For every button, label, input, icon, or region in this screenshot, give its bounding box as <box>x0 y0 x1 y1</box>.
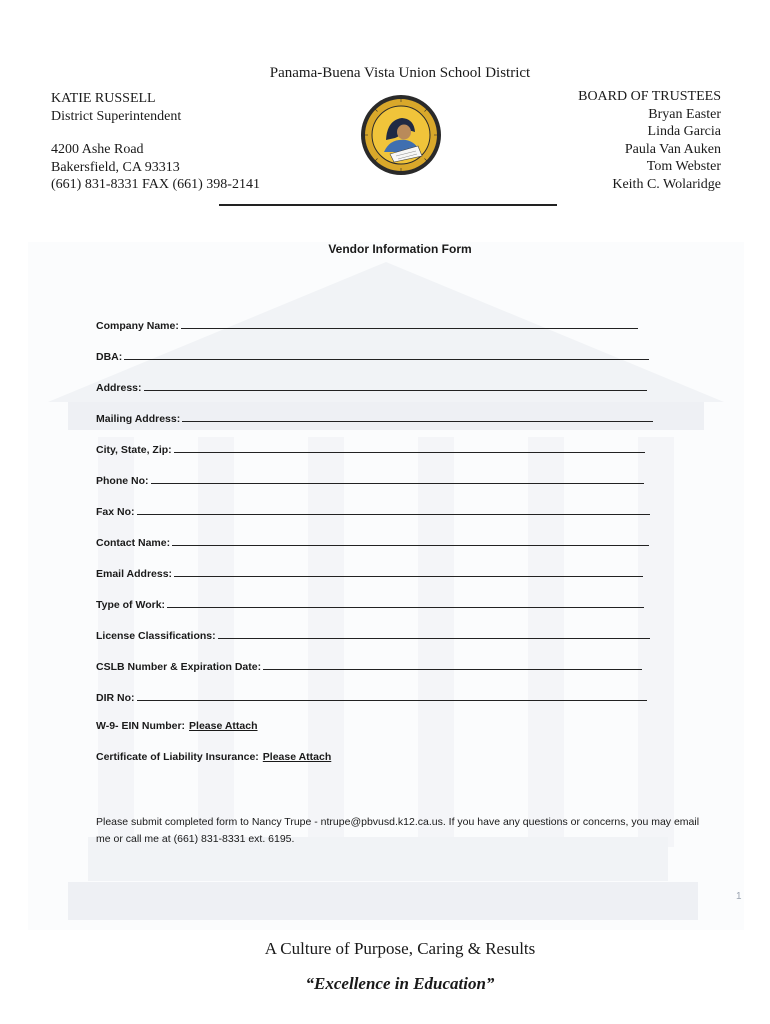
input-line[interactable] <box>263 658 642 670</box>
phone-fax: (661) 831-8331 FAX (661) 398-2141 <box>51 177 260 192</box>
input-line[interactable] <box>172 534 649 546</box>
address-field[interactable] <box>96 379 647 394</box>
board-member: Paula Van Auken <box>624 141 721 157</box>
input-line[interactable] <box>144 379 647 391</box>
attach-note: Please Attach <box>189 720 258 732</box>
email-address-field[interactable] <box>96 565 643 580</box>
field-label: City, State, Zip: <box>96 444 172 456</box>
input-line[interactable] <box>137 689 647 701</box>
license-classifications-field[interactable] <box>96 627 650 642</box>
board-member: Keith C. Wolaridge <box>612 176 721 192</box>
input-line[interactable] <box>181 317 638 329</box>
company-name-field[interactable] <box>96 317 638 332</box>
field-label: Address: <box>96 382 142 394</box>
header-divider <box>219 204 557 206</box>
board-title: BOARD OF TRUSTEES <box>578 89 721 104</box>
field-label: Fax No: <box>96 506 135 518</box>
submit-instructions: Please submit completed form to Nancy Trupe - ntrupe@pbvusd.k12.ca.us. If you have any questions or concerns, you may email me or call me at (661) 831-8331 ext. 6195. <box>96 816 700 845</box>
board-member: Linda Garcia <box>647 124 721 139</box>
cslb-number-field[interactable] <box>96 658 642 673</box>
field-label: Email Address: <box>96 568 173 580</box>
dba-field[interactable] <box>96 348 649 363</box>
input-line[interactable] <box>174 441 645 453</box>
field-label: CSLB Number & Expiration Date: <box>96 661 262 673</box>
superintendent-block <box>51 90 260 194</box>
input-line[interactable] <box>182 410 653 422</box>
superintendent-name: KATIE RUSSELL <box>51 91 156 106</box>
mailing-address-field[interactable] <box>96 410 653 425</box>
form-title: Vendor Information Form <box>328 242 472 256</box>
address-line-1: 4200 Ashe Road <box>51 142 144 157</box>
w9-ein-field <box>96 720 258 732</box>
input-line[interactable] <box>151 472 644 484</box>
superintendent-title: District Superintendent <box>51 108 182 124</box>
field-label: Type of Work: <box>96 599 166 611</box>
fax-field[interactable] <box>96 503 650 518</box>
input-line[interactable] <box>167 596 644 608</box>
input-line[interactable] <box>174 565 643 577</box>
input-line[interactable] <box>124 348 649 360</box>
field-label: Company Name: <box>96 320 179 332</box>
field-label: Contact Name: <box>96 537 171 549</box>
field-label: W-9- EIN Number: <box>96 720 186 732</box>
field-label: Certificate of Liability Insurance: <box>96 751 259 763</box>
type-of-work-field[interactable] <box>96 596 644 611</box>
district-seal-logo <box>360 94 442 176</box>
dir-number-field[interactable] <box>96 689 647 704</box>
footer-motto: “Excellence in Education” <box>305 974 495 993</box>
input-line[interactable] <box>137 503 650 515</box>
footer-tagline: A Culture of Purpose, Caring & Results <box>264 939 536 958</box>
board-of-trustees <box>578 88 721 193</box>
district-name: Panama-Buena Vista Union School District <box>269 65 531 81</box>
field-label: DIR No: <box>96 692 135 704</box>
field-label: Mailing Address: <box>96 413 181 425</box>
liability-insurance-field <box>96 751 331 763</box>
board-member: Bryan Easter <box>648 106 721 122</box>
board-member: Tom Webster <box>646 159 721 174</box>
phone-field[interactable] <box>96 472 644 487</box>
contact-name-field[interactable] <box>96 534 649 549</box>
field-label: DBA: <box>96 351 123 363</box>
input-line[interactable] <box>218 627 650 639</box>
field-label: License Classifications: <box>96 630 216 642</box>
attach-note: Please Attach <box>262 751 332 763</box>
field-label: Phone No: <box>96 475 149 487</box>
city-state-zip-field[interactable] <box>96 441 645 456</box>
address-line-2: Bakersfield, CA 93313 <box>51 159 180 175</box>
page-number: 1 <box>736 891 742 902</box>
